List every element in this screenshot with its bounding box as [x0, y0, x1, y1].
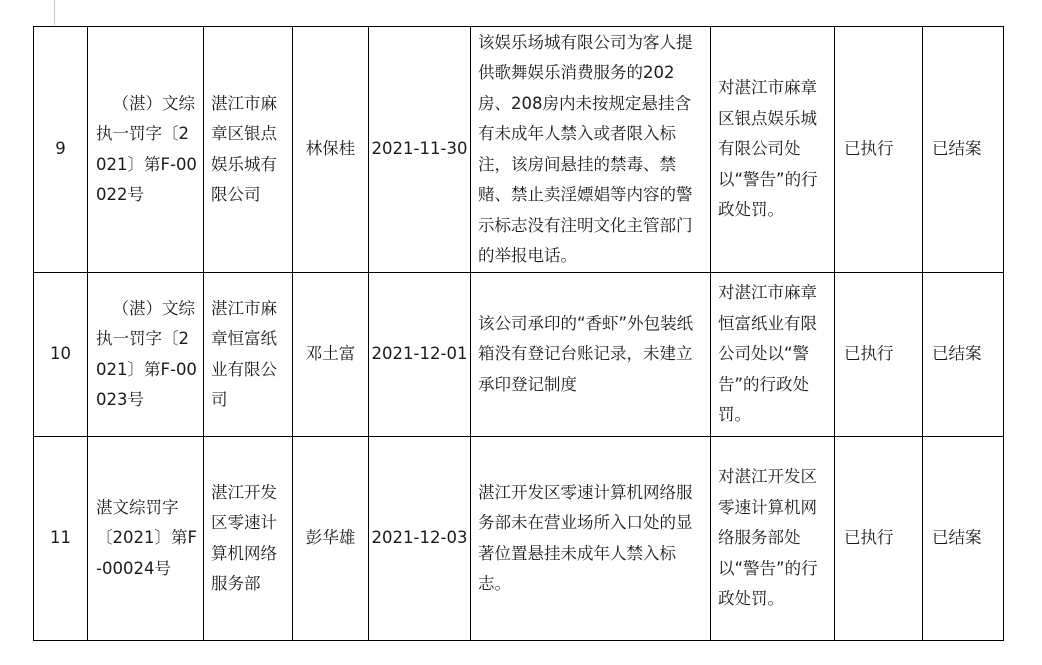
closure-status: 已结案	[923, 273, 1004, 437]
decision-date: 2021-12-03	[369, 437, 471, 641]
organization-name: 湛江市麻章恒富纸业有限公司	[204, 273, 293, 437]
row-number: 11	[34, 437, 88, 641]
legal-person: 林保桂	[293, 27, 369, 273]
document-number: （湛）文综执一罚字〔2021〕第F-00022号	[88, 27, 204, 273]
page-margin-mark	[54, 0, 55, 25]
execution-status: 已执行	[835, 437, 923, 641]
execution-status: 已执行	[835, 273, 923, 437]
closure-status: 已结案	[923, 27, 1004, 273]
decision-date: 2021-12-01	[369, 273, 471, 437]
legal-person: 邓土富	[293, 273, 369, 437]
penalty-content: 对湛江市麻章恒富纸业有限公司处以“警告”的行政处罚。	[711, 273, 835, 437]
violation-facts: 该公司承印的“香虾”外包装纸箱没有登记台账记录，未建立承印登记制度	[471, 273, 711, 437]
violation-facts: 该娱乐场城有限公司为客人提供歌舞娱乐消费服务的202房、208房内未按规定悬挂含有未成年人禁入或者限入标注，该房间悬挂的禁毒、禁赌、禁止卖淫嫖娼等内容的警示标志没有注明文化主管部门的举报电话。	[471, 27, 711, 273]
row-number: 10	[34, 273, 88, 437]
decision-date: 2021-11-30	[369, 27, 471, 273]
document-number: 湛文综罚字〔2021〕第F-00024号	[88, 437, 204, 641]
row-number: 9	[34, 27, 88, 273]
organization-name: 湛江市麻章区银点娱乐城有限公司	[204, 27, 293, 273]
closure-status: 已结案	[923, 437, 1004, 641]
document-number: （湛）文综执一罚字〔2021〕第F-00023号	[88, 273, 204, 437]
table-row	[34, 437, 1004, 641]
table-row	[34, 273, 1004, 437]
violation-facts: 湛江开发区零速计算机网络服务部未在营业场所入口处的显著位置悬挂未成年人禁入标志。	[471, 437, 711, 641]
organization-name: 湛江开发区零速计算机网络服务部	[204, 437, 293, 641]
table-row	[34, 27, 1004, 273]
execution-status: 已执行	[835, 27, 923, 273]
penalty-content: 对湛江开发区零速计算机网络服务部处以“警告”的行政处罚。	[711, 437, 835, 641]
penalty-records-table	[33, 26, 1004, 641]
legal-person: 彭华雄	[293, 437, 369, 641]
penalty-content: 对湛江市麻章区银点娱乐城有限公司处以“警告”的行政处罚。	[711, 27, 835, 273]
